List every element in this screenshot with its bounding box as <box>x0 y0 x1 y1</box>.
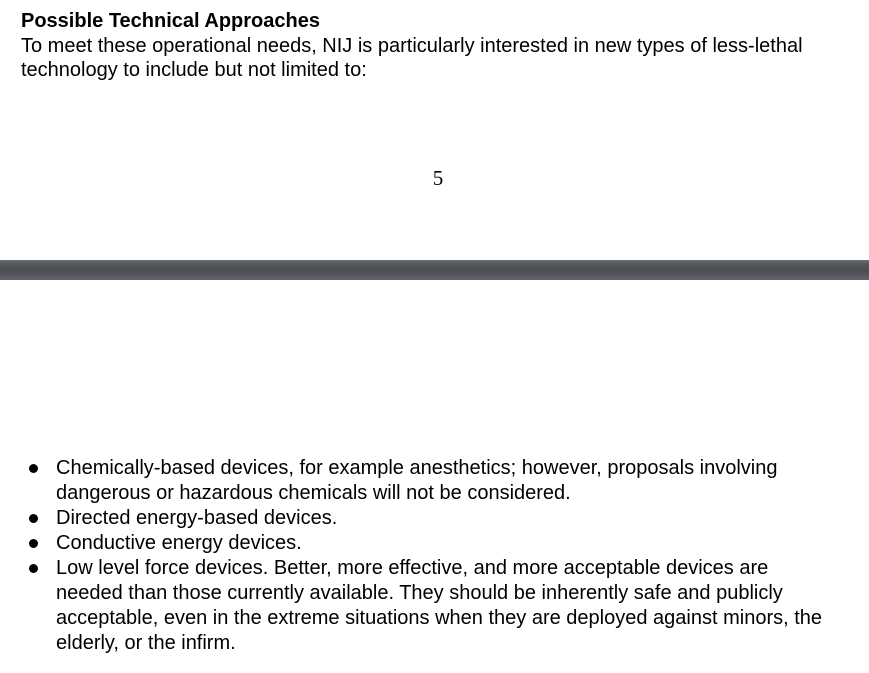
list-item <box>0 531 869 556</box>
page-separator <box>0 260 869 280</box>
list-item <box>0 456 869 506</box>
list-item-text: Chemically-based devices, for example anesthetics; however, proposals involving dangerous or hazardous chemicals will not be considered. <box>56 457 778 504</box>
section-heading: Possible Technical Approaches <box>21 10 320 32</box>
bullet-icon <box>29 514 38 523</box>
page-number: 5 <box>432 166 444 190</box>
bullet-icon <box>29 539 38 548</box>
list-item-text: Low level force devices. Better, more effective, and more acceptable devices are needed than those currently available. They should be inherently safe and publicly acceptable, even in the extreme situations when they are deployed against minors, the elderly, or the infirm. <box>56 557 823 654</box>
page-5-bottom <box>0 0 869 260</box>
list-item-text: Conductive energy devices. <box>56 532 302 554</box>
list-item <box>0 506 869 531</box>
list-item-text: Directed energy-based devices. <box>56 507 338 529</box>
bullet-icon <box>29 464 38 473</box>
list-item <box>0 556 869 656</box>
bullet-icon <box>29 564 38 573</box>
bullet-list <box>0 456 869 656</box>
intro-paragraph: To meet these operational needs, NIJ is particularly interested in new types of less-lethal technology to include but not limited to: <box>21 35 803 81</box>
